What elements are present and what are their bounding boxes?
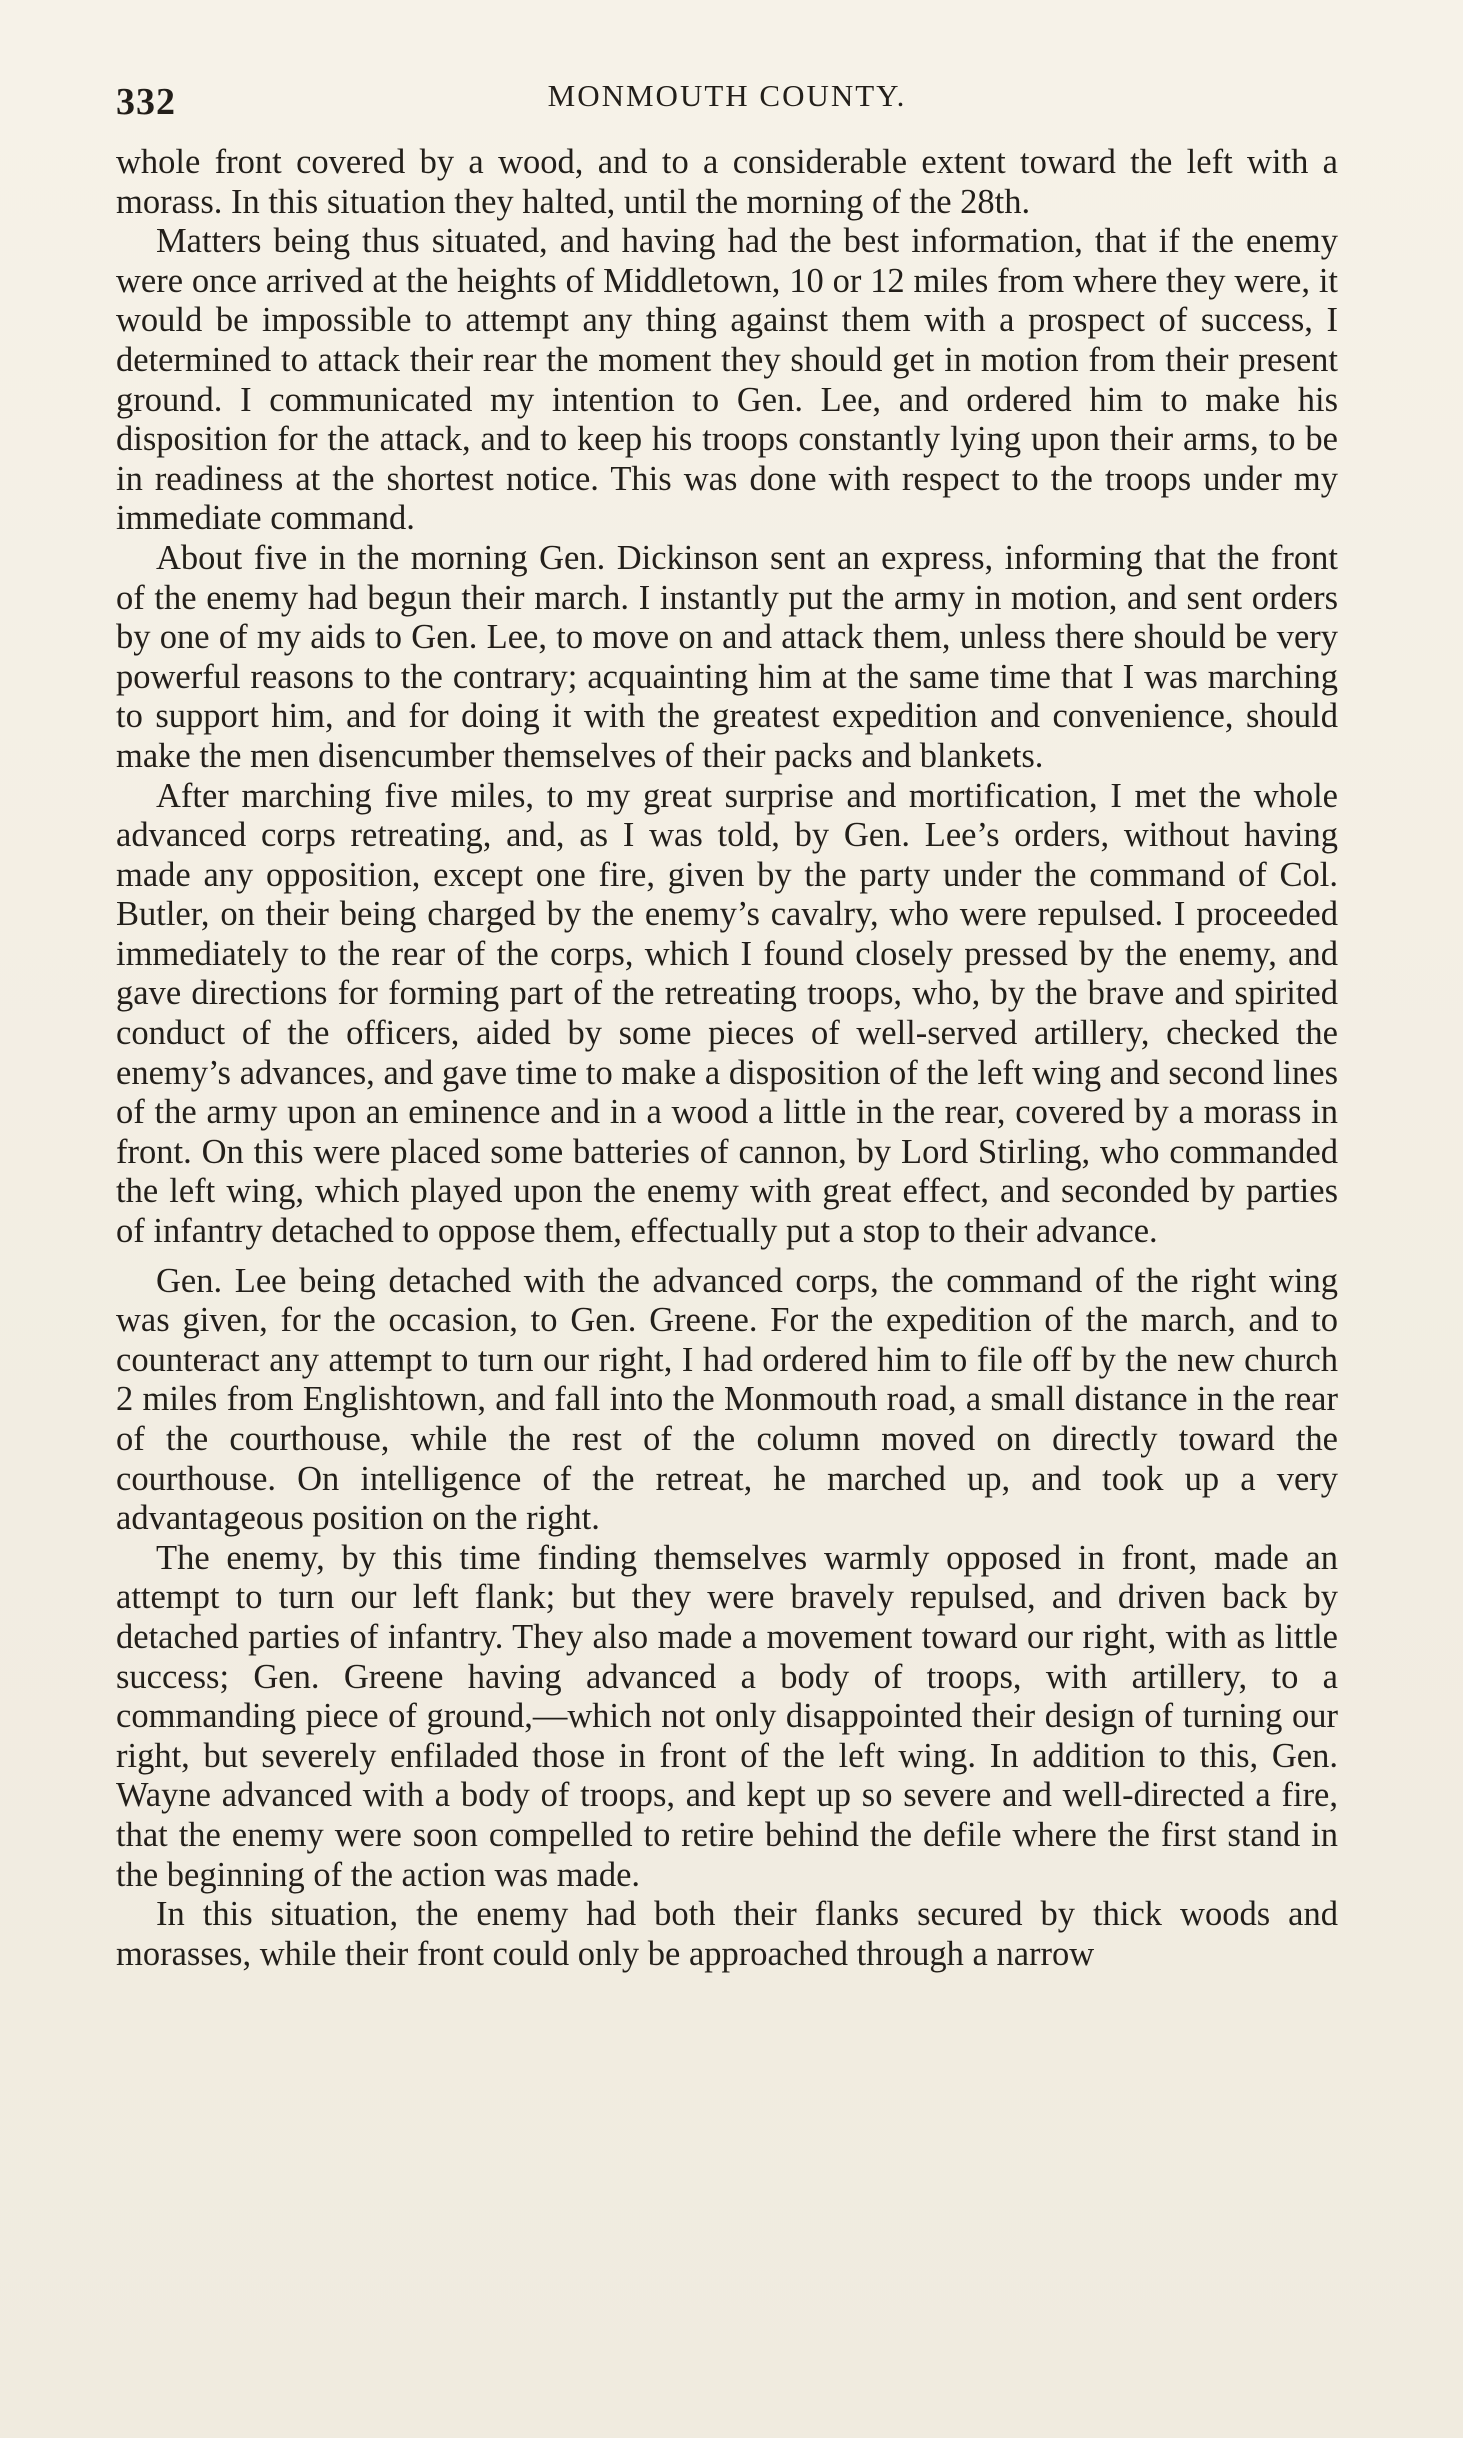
paragraph: Gen. Lee being detached with the advanced corps, the command of the right wing was given, for the occasion, to Gen. Greene. For the expedition of the march, and to counteract any attempt to turn our right, I had ordered him to file off by the new church 2 miles from Englishtown, and fall into the Monmouth road, a small distance in the rear of the courthouse, while the rest of the column moved on directly toward the courthouse. On intelligence of the retreat, he marched up, and took up a very advantageous position on the right. — [116, 1261, 1338, 1538]
paragraph: After marching five miles, to my great surprise and mortification, I met the whole advanced corps retreating, and, as I was told, by Gen. Lee’s orders, without having made any opposition, except one fire, given by the party under the command of Col. Butler, on their being charged by the enemy’s cavalry, who were repulsed. I proceeded immediately to the rear of the corps, which I found closely pressed by the enemy, and gave directions for forming part of the retreating troops, who, by the brave and spirited conduct of the officers, aided by some pieces of well-served artillery, checked the enemy’s advances, and gave time to make a disposition of the left wing and second lines of the army upon an eminence and in a wood a little in the rear, covered by a morass in front. On this were placed some batteries of cannon, by Lord Stirling, who commanded the left wing, which played upon the enemy with great effect, and seconded by parties of infantry detached to oppose them, effectually put a stop to their advance. — [116, 776, 1338, 1251]
paragraph: Matters being thus situated, and having had the best information, that if the enemy were once arrived at the heights of Middletown, 10 or 12 miles from where they were, it would be impossible to attempt any thing against them with a prospect of success, I determined to attack their rear the moment they should get in motion from their present ground. I communicated my intention to Gen. Lee, and ordered him to make his disposition for the attack, and to keep his troops constantly lying upon their arms, to be in readiness at the shortest notice. This was done with respect to the troops under my immediate command. — [116, 222, 1338, 538]
page-header — [116, 72, 1338, 122]
body-text — [116, 143, 1338, 1974]
page-number: 332 — [116, 81, 176, 123]
paragraph: In this situation, the enemy had both their flanks secured by thick woods and morasses, while their front could only be approached through a narrow — [116, 1895, 1338, 1973]
paragraph: The enemy, by this time finding themselves warmly opposed in front, made an attempt to turn our left flank; but they were bravely repulsed, and driven back by detached parties of infantry. They also made a movement toward our right, with as little success; Gen. Greene having advanced a body of troops, with artillery, to a commanding piece of ground,—which not only disappointed their design of turning our right, but severely enfiladed those in front of the left wing. In addition to this, Gen. Wayne advanced with a body of troops, and kept up so severe and well-directed a fire, that the enemy were soon compelled to retire behind the defile where the first stand in the beginning of the action was made. — [116, 1538, 1338, 1894]
paragraph-continuation: whole front covered by a wood, and to a considerable extent toward the left with a morass. In this situation they halted, until the morning of the 28th. — [116, 143, 1338, 221]
running-head: MONMOUTH COUNTY. — [547, 78, 907, 113]
paragraph: About five in the morning Gen. Dickinson sent an express, informing that the front of the enemy had begun their march. I instantly put the army in motion, and sent orders by one of my aids to Gen. Lee, to move on and attack them, unless there should be very powerful reasons to the contrary; acquainting him at the same time that I was marching to support him, and for doing it with the greatest expedition and convenience, should make the men disencumber themselves of their packs and blankets. — [116, 538, 1338, 775]
